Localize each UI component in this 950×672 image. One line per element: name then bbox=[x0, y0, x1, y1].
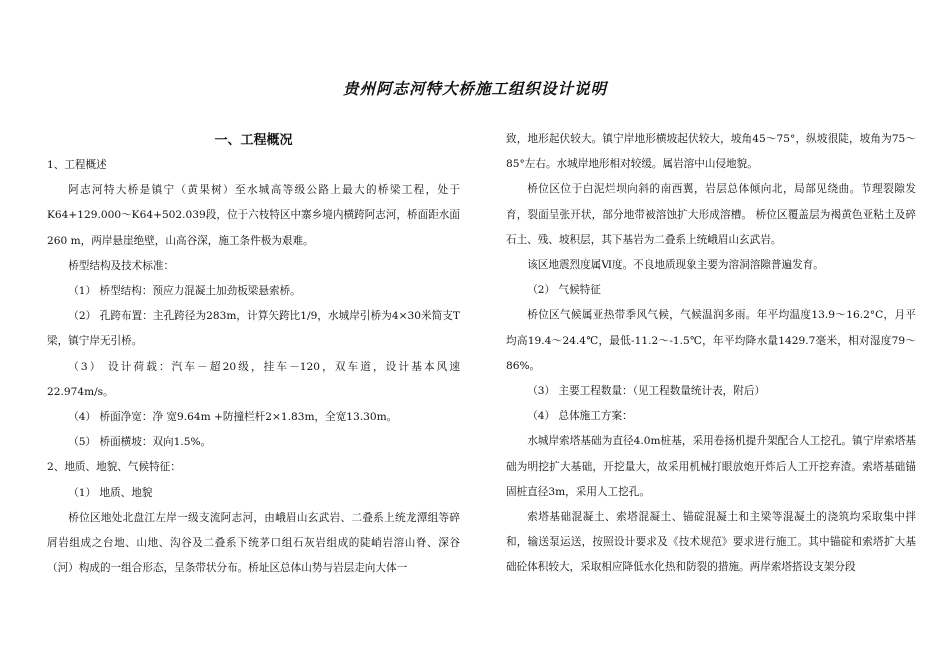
paragraph: 桥位区位于白泥烂坝向斜的南西翼，岩层总体倾向北，局部见绕曲。节理裂隙发育，裂面呈张开状，部分地带被溶蚀扩大形成溶槽。 桥位区覆盖层为褐黄色亚粘土及碎石土、残、坡积层，其下基岩为二叠系上统峨眉山玄武岩。 bbox=[506, 183, 916, 246]
right-column bbox=[506, 127, 916, 581]
paragraph: （3） 主要工程数量：（见工程数量统计表，附后） bbox=[527, 385, 766, 398]
paragraph: 阿志河特大桥是镇宁（黄果树）至水城高等级公路上最大的桥梁工程，处于K64+129.000～K64+502.039段，位于六枝特区中寨乡境内横跨阿志河，桥面距水面260 m，两岸悬崖绝壁，山高谷深，施工条件极为艰难。 bbox=[47, 184, 460, 247]
paragraph: （1） 地质、地貌 bbox=[68, 486, 153, 499]
paragraph: 1、工程概述 bbox=[47, 159, 107, 171]
paragraph: （2） 孔跨布置：主孔跨径为283m，计算矢跨比1/9，水城岸引桥为4×30米简支T梁，镇宁岸无引桥。 bbox=[47, 310, 460, 348]
document-title: 贵州阿志河特大桥施工组织设计说明 bbox=[342, 80, 607, 98]
paragraph: （1） 桥型结构：预应力混凝土加劲板梁悬索桥。 bbox=[68, 285, 301, 298]
paragraph: （4） 桥面净宽：净 宽9.64m +防撞栏杆2×1.83m，全宽13.30m。 bbox=[68, 411, 398, 424]
paragraph: （4） 总体施工方案： bbox=[527, 410, 633, 423]
paragraph: 致，地形起伏较大。镇宁岸地形横坡起伏较大，坡角45～75°，纵坡很陡，坡角为75～85°左右。水城岸地形相对较缓。属岩溶中山侵地貌。 bbox=[506, 133, 916, 171]
paragraph: 桥型结构及技术标准： bbox=[68, 259, 175, 272]
paragraph: （3） 设计荷载：汽车－超20级，挂车－120，双车道，设计基本风速22.974m/s。 bbox=[47, 360, 460, 398]
paragraph: 该区地震烈度属Ⅵ度。不良地质现象主要为溶洞溶隙普遍发育。 bbox=[527, 259, 824, 272]
paragraph: 索塔基础混凝土、索塔混凝土、锚碇混凝土和主梁等混凝土的浇筑均采取集中拌和，输送泵运送，按照设计要求及《技术规范》要求进行施工。其中锚碇和索塔扩大基础砼体积较大，采取相应降低水化热和防裂的措施。两岸索塔搭设支架分段 bbox=[506, 511, 916, 574]
paragraph: 2、地质、地貌、气候特征： bbox=[47, 461, 181, 474]
left-column bbox=[47, 128, 460, 581]
section-heading: 一、工程概况 bbox=[214, 133, 293, 148]
paragraph: 桥位区地处北盘江左岸一级支流阿志河，由峨眉山玄武岩、二叠系上统龙潭组等碎屑岩组成之台地、山地、沟谷及二叠系下统茅口组石灰岩组成的陡峭岩溶山脊、深谷（河）构成的一组合形态，呈条带状分布。桥址区总体山势与岩层走向大体一 bbox=[47, 511, 460, 575]
paragraph: （2） 气候特征 bbox=[527, 284, 601, 297]
paragraph: 水城岸索塔基础为直径4.0m桩基，采用卷扬机提升架配合人工挖孔。镇宁岸索塔基础为明挖扩大基础，开挖量大，故采用机械打眼放炮开炸后人工开挖弃渣。索塔基础锚固桩直径3m，采用人工挖孔。 bbox=[506, 435, 916, 498]
paragraph: （5） 桥面横坡：双向1.5%。 bbox=[68, 436, 212, 449]
paragraph: 桥位区气候属亚热带季风气候，气候温润多雨。年平均温度13.9～16.2°C，月平均高19.4～24.4℃，最低-11.2～-1.5℃，年平均降水量1429.7毫米，相对湿度79～86%。 bbox=[506, 309, 916, 372]
